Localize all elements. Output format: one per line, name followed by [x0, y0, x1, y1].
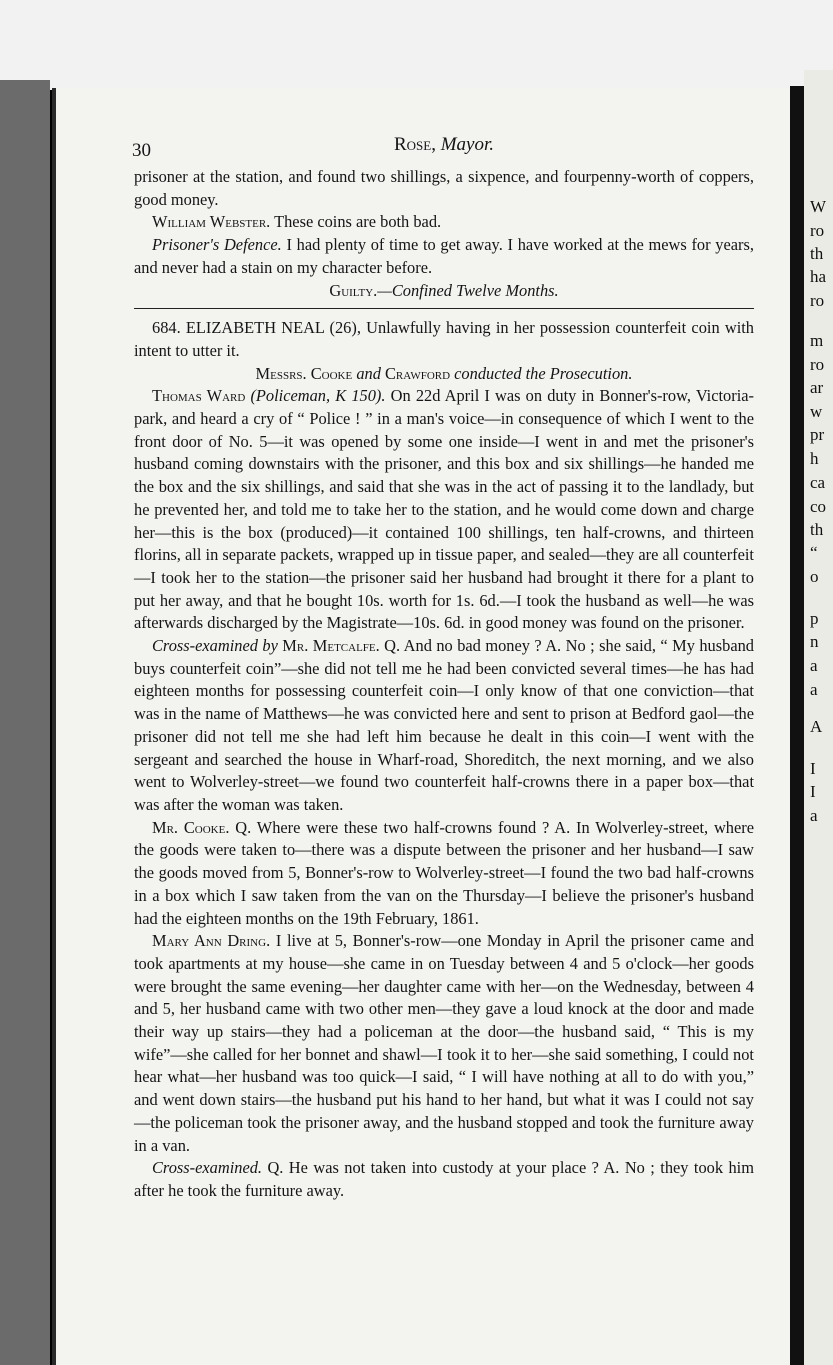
- scan-background: [0, 0, 833, 90]
- prev-case-continuation: prisoner at the station, and found two shillings, a sixpence, and fourpenny-worth of coppers, good money.: [134, 167, 754, 209]
- prosecutor-names: Messrs. Cooke: [255, 363, 353, 383]
- next-page-fragment: ro: [810, 291, 825, 310]
- scan-left-edge: [0, 80, 50, 1365]
- case-heading: [134, 317, 754, 362]
- next-page-fragment: a: [810, 680, 818, 699]
- next-page-fragment: ha: [810, 267, 827, 286]
- next-page-fragment: W: [810, 197, 827, 216]
- next-page-fragment: ro: [810, 221, 825, 240]
- testimony-text: Q. Where were these two half-crowns found ? A. In Wolverley-street, where the goods were taken to—there was a dispute between the prisoner and her husband—I saw the goods moved from 5, Bonner's-row to Wolverley-street—I found the two bad half-crowns in a box which I saw taken from the van on the Thursday—I believe the prisoner's husband had the eighteen months on the 19th February, 1861.: [134, 817, 755, 928]
- testimony-text: These coins are both bad.: [270, 212, 442, 232]
- next-page-fragment: “: [810, 543, 818, 562]
- dring-testimony: [134, 930, 754, 1157]
- running-head-name: Rose,: [393, 134, 436, 155]
- cross-examination-metcalfe: [134, 635, 754, 817]
- ward-testimony: [134, 385, 754, 635]
- running-header: [134, 128, 754, 166]
- webster-testimony: [134, 211, 754, 234]
- next-page-fragment: o: [810, 567, 819, 586]
- cross-label: Cross-examined by: [152, 636, 278, 656]
- page-number: 30: [132, 140, 151, 161]
- prosecution-line: [134, 363, 754, 386]
- prosecutor-name-2: Crawford: [385, 363, 451, 383]
- prisoner-defence: [134, 234, 754, 279]
- verdict-label: Guilty.: [329, 280, 378, 300]
- counsel-name: Mr. Cooke.: [152, 817, 230, 837]
- next-page-fragment: co: [810, 497, 827, 516]
- reexamination-cooke: [134, 817, 754, 931]
- next-page-fragment: w: [810, 402, 823, 421]
- next-page-fragment: I: [810, 782, 816, 801]
- verdict-sentence: —Confined Twelve Months.: [377, 280, 559, 300]
- witness-name: Thomas Ward: [152, 386, 246, 406]
- verdict: [134, 280, 754, 303]
- next-page-fragment: ca: [810, 473, 826, 492]
- prosecution-and: and: [352, 363, 385, 383]
- next-page-fragment: th: [810, 244, 824, 263]
- next-page-edge: [804, 70, 833, 1365]
- next-page-fragment: h: [810, 449, 819, 468]
- case-divider: [134, 308, 754, 309]
- next-page-fragment: a: [810, 656, 818, 675]
- next-page-fragment: a: [810, 806, 818, 825]
- running-head-title: [134, 134, 754, 157]
- defence-label: Prisoner's Defence.: [152, 235, 282, 255]
- next-page-fragment: A: [810, 717, 823, 736]
- next-page-fragment: ro: [810, 355, 825, 374]
- next-page-fragment: pr: [810, 425, 825, 444]
- defence-text: I had plenty of time to get away. I have worked at the mews for years, and never had a stain on my character before.: [134, 235, 754, 277]
- case-number: 684.: [152, 318, 181, 338]
- witness-role: (Policeman, K 150).: [245, 386, 386, 406]
- testimony-text: I live at 5, Bonner's-row—one Monday in April the prisoner came and took apartments at my house—she came in on Tuesday between 4 and 5 o'clock—her goods were brought the same evening—her daughter came with her—on the Wednesday, between 4 and 5, her husband came with two other men—they gave a loud knock at the door and made their way up stairs—they had a policeman at the door—the husband said, “ This is my wife”—she called for her bonnet and shawl—I took it to her—she said something, I could not hear what—her husband was too quick—I said, “ I will have nothing at all to do with you,” and went down stairs—the husband put his hand to her hand, but what it was I could not say—the policeman took the prisoner away, and the husband stopped and took the furniture away in a van.: [134, 931, 754, 1155]
- witness-name: Mary Ann Dring.: [152, 931, 271, 951]
- next-page-fragment: I: [810, 759, 816, 778]
- testimony-text: On 22d April I was on duty in Bonner's-row, Victoria-park, and heard a cry of “ Police ! ” in a man's voice—in consequence of which I went to the front door of No. 5—it was opened by some one inside—I went in and met the prisoner's husband coming downstairs with the prisoner, and this box and six shillings—he handed me the box and the six shillings, and said that she was in the act of passing it to the landlady, but he prevented her, and told me to take her to the station, and he would come down and charge her—this is the box (produced)—it contained 100 shillings, ten half-crowns, and thirteen florins, all in separate packets, wrapped up in tissue paper, and sealed—they are all counterfeit—I took her to the station—the prisoner said her husband had brought it there for a plant to put her away, and that he bought 10s. worth for 1s. 6d.—I took the husband as well—he was afterwards discharged by the Magistrate—10s. 6d. in good money was found on the prisoner.: [134, 386, 754, 633]
- book-gutter: [790, 86, 804, 1365]
- counsel-name: Mr. Metcalfe.: [277, 636, 380, 656]
- testimony-text: Q. And no bad money ? A. No ; she said, “ My husband buys counterfeit coin”—she did not tell me he had been convicted several times—he has had eighteen months for possessing counterfeit coin—I only know of that one conviction—that was in the name of Matthews—he was convicted here and sent to prison at Bedford gaol—the prisoner did not tell me she had left him because he dealt in this coin—I went with the sergeant and searched the house in Wharf-road, Shoreditch, the next morning, and we also went to Wolverley-street—we found two counterfeit half-crowns there in a paper box—that was after the woman was taken.: [134, 636, 754, 814]
- prosecution-text: conducted the Prosecution.: [450, 363, 633, 383]
- cross-examination-dring: [134, 1157, 754, 1202]
- next-page-fragment: n: [810, 632, 819, 651]
- charge-text: (26), Unlawfully having in her possession counterfeit coin with intent to utter it.: [134, 318, 754, 360]
- next-page-fragment: th: [810, 520, 824, 539]
- page-content: [134, 128, 754, 1203]
- next-page-fragment: p: [810, 609, 819, 628]
- cross-label: Cross-examined.: [152, 1158, 263, 1178]
- running-head-mayor: Mayor.: [440, 134, 495, 155]
- witness-name: William Webster.: [152, 212, 271, 232]
- next-page-fragment: ar: [810, 378, 824, 397]
- defendant-name: ELIZABETH NEAL: [185, 318, 325, 338]
- testimony-text: Q. He was not taken into custody at your place ? A. No ; they took him after he took the furniture away.: [134, 1158, 754, 1200]
- next-page-fragment: m: [810, 331, 824, 350]
